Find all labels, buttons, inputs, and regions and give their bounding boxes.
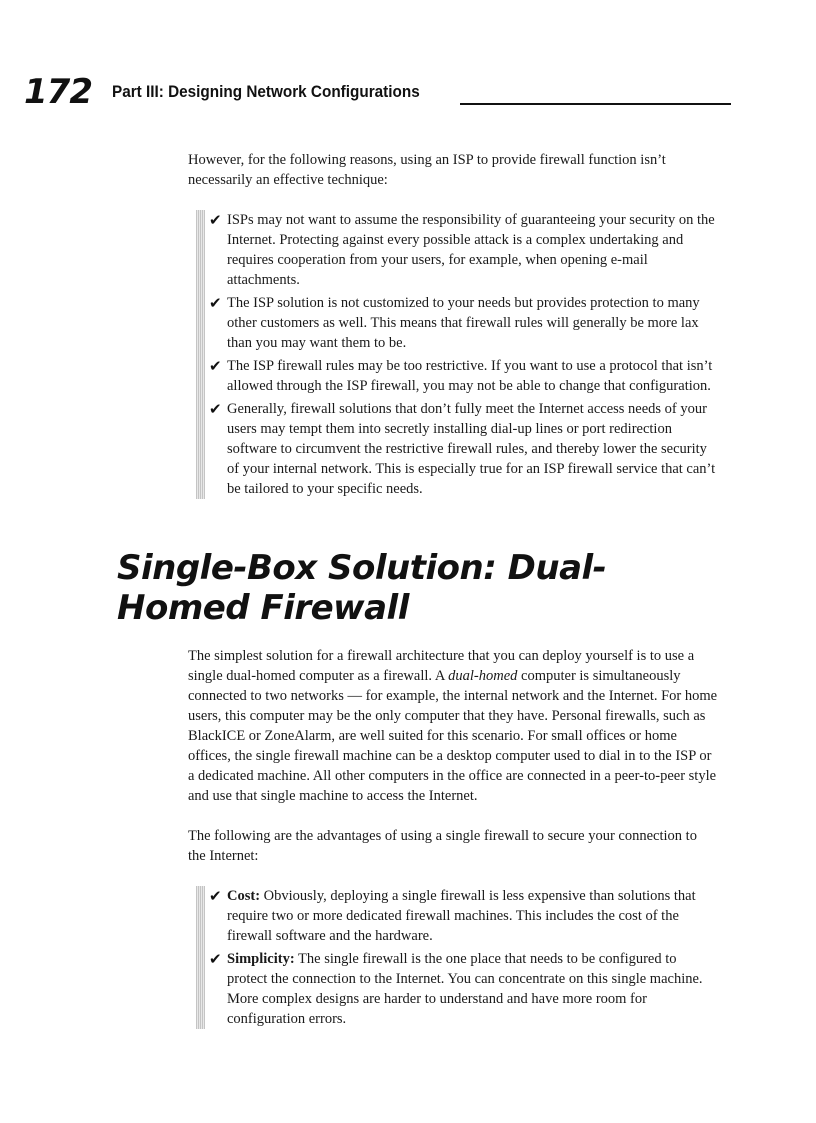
bullet-text: Generally, firewall solutions that don’t fully meet the Internet access needs of your users may tempt them into secretly installing dial-up lines or port redirection software to circumvent the restrictive firewall rules, and thereby lower the security of your internal network. This is especially true for an ISP firewall service that can’t be tailored to your specific needs. [227,401,716,497]
section-title: Single-Box Solution: Dual-Homed Firewall [117,548,607,628]
checkmark-icon: ✔ [209,294,222,312]
list-item [196,356,718,396]
page-number: 172 [24,72,92,112]
checkmark-icon: ✔ [209,950,222,968]
para1-end: computer is simultaneously connected to two networks — for example, the internal network and the Internet. For home users, this computer may be the only computer that they have. Personal firewalls, such as BlackICE or ZoneAlarm, are well suited for this scenario. For small offices or home offices, the single firewall machine can be a desktop computer used to dial in to the ISP or a dedicated machine. All other computers in the office are connected in a peer-to-peer style and use that single machine to access the Internet. [188,668,718,804]
list-item [196,210,718,290]
page-header [24,72,714,112]
section-paragraph-2: The following are the advantages of using a single firewall to secure your connection to the Internet: [188,828,697,864]
list-item [196,399,718,499]
advantage-text: Obviously, deploying a single firewall is less expensive than solutions that require two or more dedicated firewall machines. This includes the cost of the firewall software and the hardware. [227,888,696,944]
intro-paragraph: However, for the following reasons, using an ISP to provide firewall function isn’t necessarily an effective technique: [188,152,666,188]
bullet-text: ISPs may not want to assume the responsibility of guaranteeing your security on the Internet. Protecting against every possible attack is a complex undertaking and requires cooperation from your users, for example, when opening e-mail attachments. [227,212,715,288]
advantage-text: The single firewall is the one place that needs to be configured to protect the connection to the Internet. You can concentrate on this single machine. More complex designs are harder to understand and have more room for configuration errors. [227,951,703,1027]
section-paragraph-1 [188,646,718,806]
advantages-list [196,886,718,1029]
advantage-term: Cost: [227,888,261,904]
checkmark-icon: ✔ [209,211,222,229]
advantage-term: Simplicity: [227,951,295,967]
part-title: Part III: Designing Network Configurations [112,82,420,101]
list-item [196,293,718,353]
isp-bullet-list [196,210,718,499]
checkmark-icon: ✔ [209,400,222,418]
dual-homed-section [188,646,718,1029]
bullet-text: The ISP firewall rules may be too restrictive. If you want to use a protocol that isn’t allowed through the ISP firewall, you may not be able to change that configuration. [227,358,713,394]
list-item [196,886,718,946]
para1-term: dual-homed [448,668,518,684]
isp-section [188,150,718,499]
list-item [196,949,718,1029]
bullet-text: The ISP solution is not customized to your needs but provides protection to many other customers as well. This means that firewall rules will generally be more lax than you may want them to be. [227,295,700,351]
checkmark-icon: ✔ [209,887,222,905]
checkmark-icon: ✔ [209,357,222,375]
para1-start: The simplest solution for a firewall architecture that you can deploy yourself is to use a single dual-homed computer as a firewall. A [188,648,695,684]
header-rule [460,103,731,105]
